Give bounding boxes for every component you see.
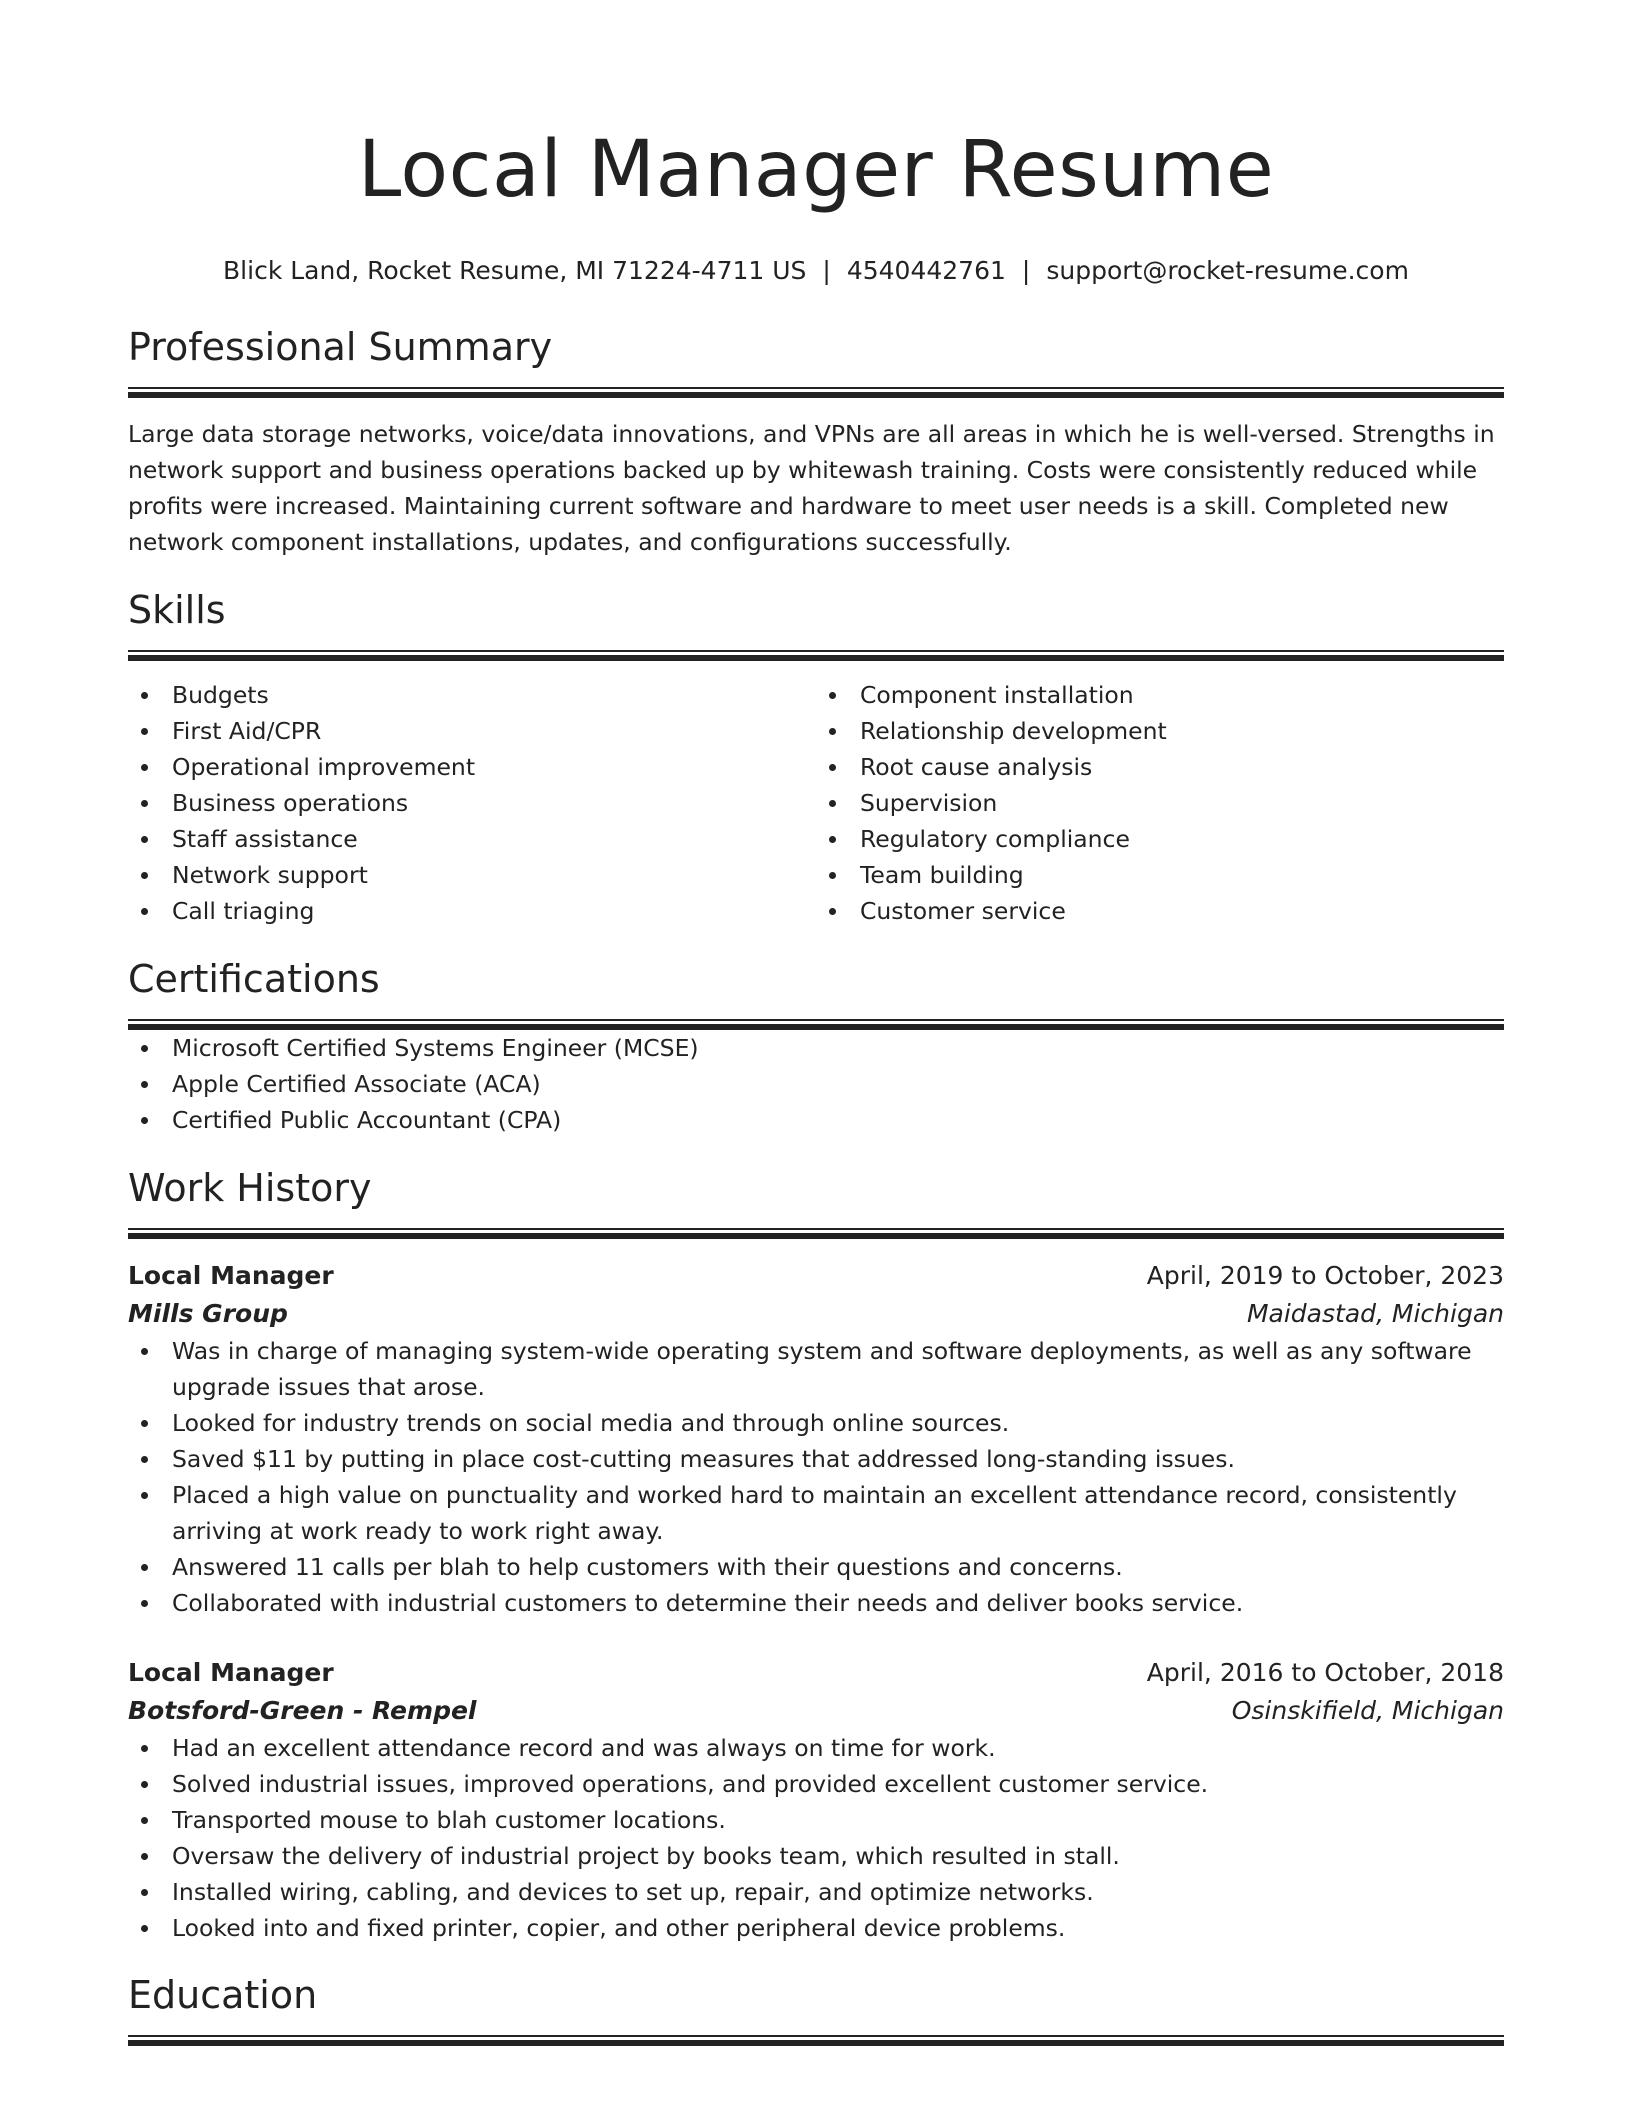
job-duty: Installed wiring, cabling, and devices to set up, repair, and optimize networks. bbox=[128, 1874, 1504, 1910]
contact-separator: | bbox=[822, 256, 831, 285]
job-duty: Had an excellent attendance record and was always on time for work. bbox=[128, 1730, 1504, 1766]
job-duty: Was in charge of managing system-wide operating system and software deployments, as well as any software upgrade issues that arose. bbox=[128, 1333, 1504, 1405]
job-duty: Answered 11 calls per blah to help customers with their questions and concerns. bbox=[128, 1549, 1504, 1585]
section-divider bbox=[128, 387, 1504, 398]
job-entry bbox=[128, 1257, 1504, 1621]
job-subheader-row bbox=[128, 1692, 1504, 1730]
job-duty: Looked for industry trends on social media and through online sources. bbox=[128, 1405, 1504, 1441]
skill-item: Call triaging bbox=[128, 893, 816, 929]
certification-item: Microsoft Certified Systems Engineer (MCSE) bbox=[128, 1030, 1504, 1066]
certification-item: Apple Certified Associate (ACA) bbox=[128, 1066, 1504, 1102]
section-divider bbox=[128, 2035, 1504, 2046]
job-duty: Oversaw the delivery of industrial project by books team, which resulted in stall. bbox=[128, 1838, 1504, 1874]
job-subheader-row bbox=[128, 1295, 1504, 1333]
job-location: Maidastad, Michigan bbox=[1246, 1299, 1504, 1328]
certifications-heading: Certifications bbox=[128, 957, 380, 1001]
certification-item: Certified Public Accountant (CPA) bbox=[128, 1102, 1504, 1138]
job-duty: Looked into and fixed printer, copier, and other peripheral device problems. bbox=[128, 1910, 1504, 1946]
section-divider bbox=[128, 650, 1504, 661]
job-duties-list bbox=[128, 1730, 1504, 1946]
education-heading: Education bbox=[128, 1973, 318, 2017]
skill-item: Customer service bbox=[816, 893, 1504, 929]
contact-separator: | bbox=[1021, 256, 1031, 285]
work-history-heading: Work History bbox=[128, 1166, 372, 1210]
job-company: Mills Group bbox=[128, 1299, 288, 1328]
job-entry bbox=[128, 1654, 1504, 1946]
skills-heading: Skills bbox=[128, 588, 226, 632]
skills-column-left bbox=[128, 677, 816, 929]
section-divider bbox=[128, 1228, 1504, 1239]
job-duty: Solved industrial issues, improved operations, and provided excellent customer service. bbox=[128, 1766, 1504, 1802]
skills-list-right bbox=[816, 677, 1504, 929]
skill-item: Root cause analysis bbox=[816, 749, 1504, 785]
skill-item: Component installation bbox=[816, 677, 1504, 713]
skill-item: Regulatory compliance bbox=[816, 821, 1504, 857]
skills-column-right bbox=[816, 677, 1504, 929]
contact-phone: 4540442761 bbox=[846, 256, 1006, 285]
job-duty: Placed a high value on punctuality and worked hard to maintain an excellent attendance record, consistently arriving at work ready to work right away. bbox=[128, 1477, 1504, 1549]
skills-list-left bbox=[128, 677, 816, 929]
skills-grid bbox=[128, 677, 1504, 929]
job-duties-list bbox=[128, 1333, 1504, 1621]
skill-item: Business operations bbox=[128, 785, 816, 821]
job-dates: April, 2016 to October, 2018 bbox=[1146, 1658, 1504, 1687]
skill-item: Operational improvement bbox=[128, 749, 816, 785]
summary-text: Large data storage networks, voice/data innovations, and VPNs are all areas in which he is well-versed. Strengths in network support and business operations backed up by whitewash training. Costs were consistently reduced while profits were increased. Maintaining current software and hardware to meet user needs is a skill. Completed new network component installations, updates, and configurations successfully. bbox=[128, 420, 1495, 556]
skill-item: First Aid/CPR bbox=[128, 713, 816, 749]
resume-content bbox=[128, 0, 1504, 2046]
job-duty: Transported mouse to blah customer locations. bbox=[128, 1802, 1504, 1838]
job-duty: Collaborated with industrial customers to determine their needs and deliver books service. bbox=[128, 1585, 1504, 1621]
job-title: Local Manager bbox=[128, 1261, 334, 1290]
skill-item: Supervision bbox=[816, 785, 1504, 821]
contact-address: Blick Land, Rocket Resume, MI 71224-4711 US bbox=[223, 256, 807, 285]
skill-item: Budgets bbox=[128, 677, 816, 713]
skill-item: Relationship development bbox=[816, 713, 1504, 749]
skill-item: Team building bbox=[816, 857, 1504, 893]
contact-email[interactable]: support@rocket-resume.com bbox=[1046, 256, 1409, 285]
job-header-row bbox=[128, 1257, 1504, 1295]
skill-item: Network support bbox=[128, 857, 816, 893]
skill-item: Staff assistance bbox=[128, 821, 816, 857]
job-header-row bbox=[128, 1654, 1504, 1692]
resume-title: Local Manager Resume bbox=[357, 125, 1275, 215]
job-title: Local Manager bbox=[128, 1658, 334, 1687]
job-dates: April, 2019 to October, 2023 bbox=[1146, 1261, 1504, 1290]
job-duty: Saved $11 by putting in place cost-cutting measures that addressed long-standing issues. bbox=[128, 1441, 1504, 1477]
summary-heading: Professional Summary bbox=[128, 325, 553, 369]
certifications-list bbox=[128, 1030, 1504, 1138]
contact-line bbox=[128, 254, 1504, 288]
section-divider bbox=[128, 1019, 1504, 1030]
job-company: Botsford-Green - Rempel bbox=[128, 1696, 477, 1725]
job-location: Osinskifield, Michigan bbox=[1231, 1696, 1504, 1725]
